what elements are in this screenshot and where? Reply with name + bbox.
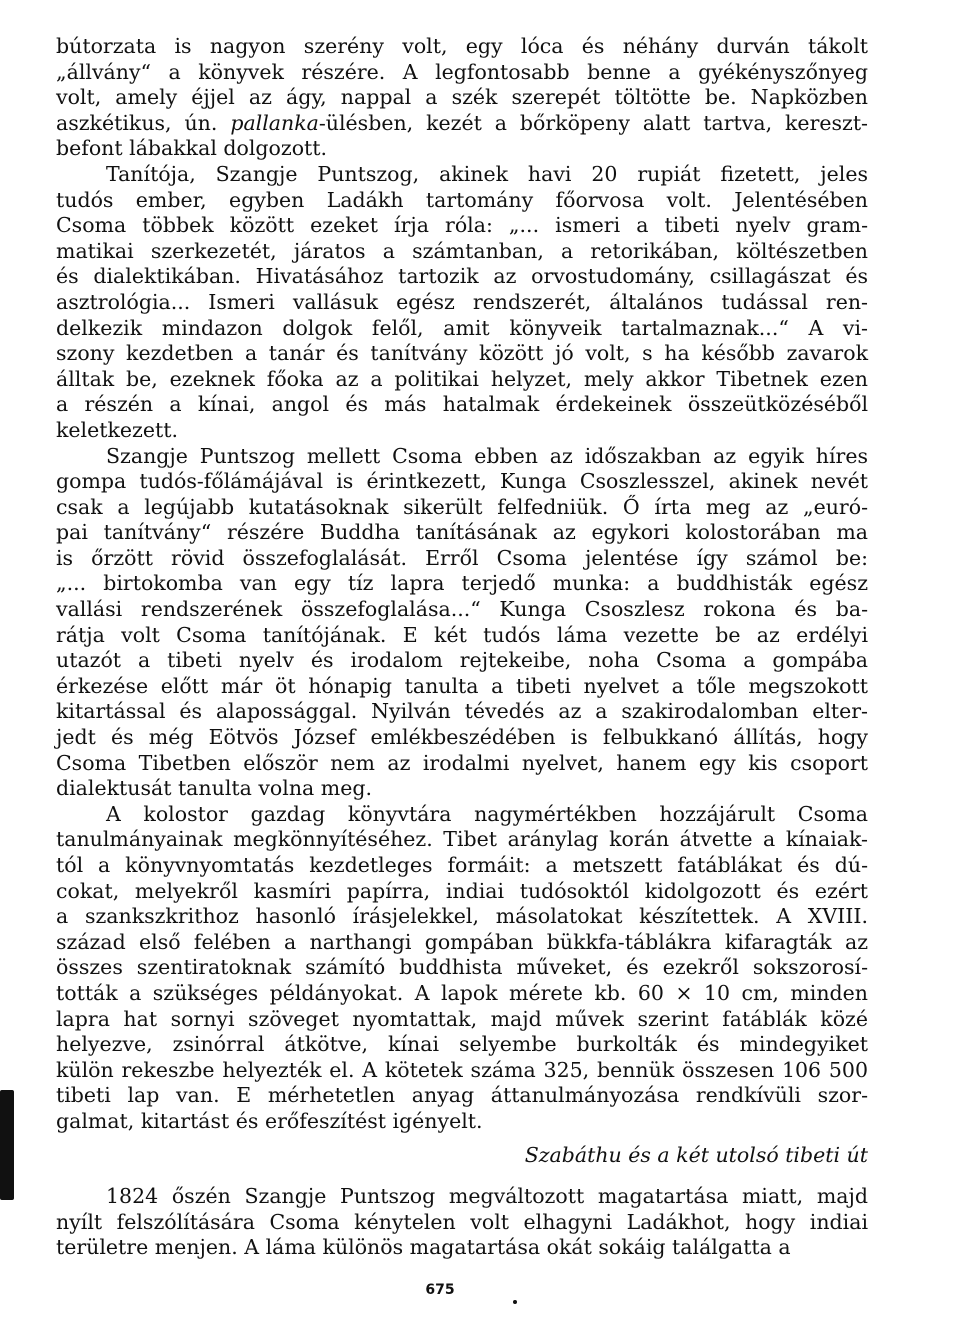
text-line: a részén a kínai, angol és más hatalmak érdekeinek összeütközéséből: [56, 392, 868, 417]
text-line: Szangje Puntszog mellett Csoma ebben az időszakban az egyik híres: [106, 443, 868, 468]
text-line: összes szentiratoknak számító buddhista műveket, és ezekről sokszorosí-: [56, 955, 868, 980]
text-line: tól a könyvnyomtatás kezdetleges formáit: a metszett fatáblákat és dú-: [56, 853, 868, 877]
text-line: a szankszkrithoz hasonló írásjelekkel, másolatokat készítettek. A XVIII.: [56, 904, 868, 929]
page-number: 675: [425, 1282, 455, 1298]
text-line: század első felében a narthangi gompában bükkfa-táblákra kifaragták az: [56, 929, 868, 954]
scan-edge-mark: [0, 1090, 14, 1200]
paragraph: [56, 162, 868, 444]
page-text: [56, 34, 868, 1261]
text-line: volt, amely éjjel az ágy, nappal a szék szerepét töltötte be. Napközben: [56, 85, 868, 110]
text-line: érkezése előtt már öt hónapig tanulta a tibeti nyelvet a tőle megszokott: [56, 673, 868, 698]
text-line: tudós ember, egyben Ladákh tartomány főorvosa volt. Jelentésében: [56, 187, 868, 212]
paragraph: [56, 34, 868, 162]
text-line: aszkétikus, ún. pallanka-ülésben, kezét a bőrköpeny alatt tartva, kereszt-: [56, 110, 868, 135]
text-line: Tanítója, Szangje Puntszog, akinek havi 20 rupiát fizetett, jeles: [106, 161, 868, 186]
text-line: dialektusát tanulta volna meg.: [56, 776, 372, 801]
text-line: álltak be, ezeknek főoka az a politikai helyzet, mely akkor Tibetnek ezen: [56, 366, 868, 391]
text-line: matikai szerkezetét, járatos a számtanban, a retorikában, költészetben: [56, 238, 868, 263]
text-line: keletkezett.: [56, 417, 178, 442]
text-line: jedt és még Eötvös József emlékbeszédében is felbukkanó állítás, hogy: [56, 725, 868, 750]
text-line: szony kezdetben a tanár és tanítvány között jó volt, s ha később zavarok: [56, 341, 868, 366]
paragraph: [56, 802, 868, 1135]
text-line: Csoma többek között ezeket írja róla: „... ismeri a tibeti nyelv gram-: [56, 213, 868, 238]
text-line: helyezve, zsinórral átkötve, kínai selyembe burkolták és mindegyiket: [56, 1032, 868, 1057]
text-line: tanulmányainak megkönnyítéséhez. Tibet aránylag korán átvette a kínaiak-: [56, 827, 868, 852]
text-line: külön rekeszbe helyezték el. A kötetek száma 325, bennük összesen 106 500: [56, 1057, 868, 1082]
text-line: tották a szükséges példányokat. A lapok mérete kb. 60 × 10 cm, minden: [56, 980, 868, 1005]
body-paragraphs: [56, 34, 868, 1135]
text-line: befont lábakkal dolgozott.: [56, 136, 328, 161]
text-line: vallási rendszerének összefoglalása...“ Kunga Csoszlesz rokona és ba-: [56, 597, 868, 622]
text-line: rátja volt Csoma tanítójának. E két tudós láma vezette be az erdélyi: [56, 622, 868, 647]
section-heading: Szabáthu és a két utolsó tibeti út: [524, 1142, 868, 1167]
text-line: bútorzata is nagyon szerény volt, egy lóca és néhány durván tákolt: [56, 34, 868, 58]
text-line: és dialektikában. Hivatásához tartozik az orvostudomány, csillagászat és: [56, 264, 868, 289]
text-line: delkezik mindazon dolgok felől, amit könyveik tartalmaznak...“ A vi-: [56, 315, 868, 340]
text-line: csak a legújabb kutatásoknak sikerült felfedniük. Ő írta meg az „euró-: [56, 494, 868, 519]
scan-dot: [513, 1300, 517, 1304]
paragraph: [56, 444, 868, 802]
text-line: Csoma Tibetben először nem az irodalmi nyelvet, hanem egy kis csoport: [56, 750, 868, 775]
text-line: A kolostor gazdag könyvtára nagymértékben hozzájárult Csoma: [106, 801, 868, 826]
text-line: asztrológia... Ismeri vallásuk egész rendszerét, általános tudással ren-: [56, 289, 868, 314]
text-line: cokat, melyekről kasmíri papírra, indiai tudósoktól kidolgozott és ezért: [56, 878, 868, 903]
text-line: nyílt felszólítására Csoma kénytelen volt elhagyni Ladákhot, hogy indiai: [56, 1209, 868, 1234]
text-line: „... birtokomba van egy tíz lapra terjedő munka: a buddhisták egész: [56, 571, 868, 596]
text-line: kitartással és alapossággal. Nyilván tévedés az a szakirodalomban elter-: [56, 699, 868, 724]
text-line: galmat, kitartást és erőfeszítést igényelt.: [56, 1108, 483, 1133]
text-line: pai tanítvány“ részére Buddha tanításának az egykori kolostorában ma: [56, 520, 868, 545]
italic-term: pallanka: [230, 110, 319, 135]
text-line: „állvány“ a könyvek részére. A legfontosabb benne a gyékényszőnyeg: [56, 59, 868, 84]
text-line: is őrzött rövid összefoglalását. Erről Csoma jelentése így számol be:: [56, 545, 868, 570]
text-line: területre menjen. A láma különös magatartása okát sokáig találgatta a: [56, 1235, 791, 1260]
text-line: 1824 őszén Szangje Puntszog megváltozott magatartása miatt, majd: [106, 1184, 868, 1209]
text-line: tibeti lap van. E mérhetetlen anyag áttanulmányozása rendkívüli szor-: [56, 1083, 868, 1108]
text-line: utazót a tibeti nyelv és irodalom rejtekeibe, noha Csoma a gompába: [56, 648, 868, 673]
paragraph: [56, 1184, 868, 1261]
final-paragraph: [56, 1184, 868, 1261]
text-line: gompa tudós-főlámájával is érintkezett, Kunga Csoszlesszel, akinek nevét: [56, 469, 868, 494]
text-line: lapra hat sornyi szöveget nyomtattak, majd művek szerint fatáblák közé: [56, 1006, 868, 1031]
